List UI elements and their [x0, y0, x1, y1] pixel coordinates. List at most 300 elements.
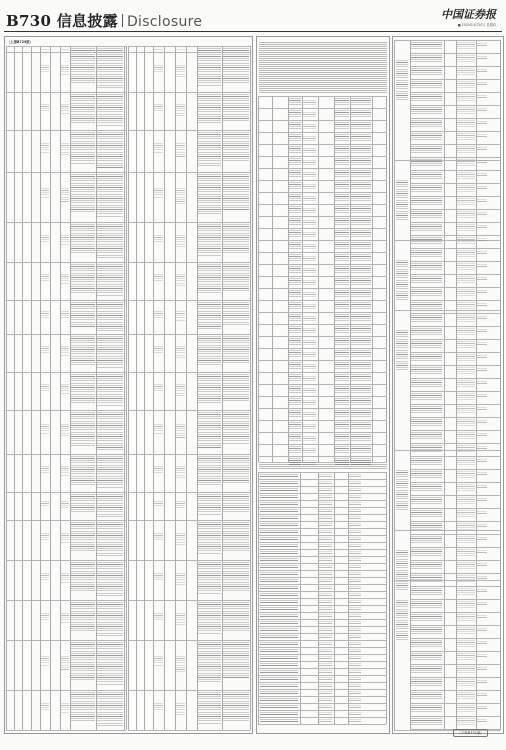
fine-print-block [71, 174, 95, 213]
fine-print-block [71, 336, 95, 365]
fine-print-block [477, 420, 487, 424]
fine-print-block [97, 692, 123, 726]
table-rule [128, 52, 250, 53]
table-rule [410, 612, 500, 613]
fine-print-block [335, 242, 349, 250]
fine-print-block [289, 398, 301, 406]
fine-print-block [319, 663, 332, 667]
fine-print-block [351, 122, 371, 131]
table-rule [410, 92, 500, 93]
fine-print-block [335, 194, 349, 202]
table-rule [500, 40, 501, 730]
fine-print-block [319, 509, 332, 513]
table-rule [6, 690, 126, 691]
fine-print-block [477, 524, 487, 528]
fine-print-block [260, 509, 298, 513]
fine-print-block [303, 292, 316, 297]
fine-print-block [411, 471, 442, 479]
fine-print-block [457, 432, 475, 439]
fine-print-block [97, 456, 123, 488]
fine-print-block [319, 495, 332, 499]
table-rule [258, 288, 386, 289]
table-rule [410, 716, 500, 717]
table-rule [258, 348, 386, 349]
paper-logo: 中国证券报 [441, 8, 496, 21]
fine-print-block [260, 628, 298, 632]
fine-print-block [41, 104, 49, 113]
fine-print-block [303, 160, 316, 165]
fine-print-block [411, 718, 442, 726]
fine-print-block [303, 184, 316, 189]
fine-print-block [335, 422, 349, 430]
table-rule [258, 486, 386, 487]
fine-print-block [411, 484, 442, 492]
fine-print-block [303, 448, 316, 453]
table-rule [410, 287, 500, 288]
fine-print-block [349, 558, 361, 562]
fine-print-block [457, 354, 475, 361]
fine-print-block [319, 544, 332, 548]
fine-print-block [457, 705, 475, 712]
table-rule [258, 689, 386, 690]
fine-print-block [303, 112, 316, 117]
fine-print-block [457, 211, 475, 218]
table-rule [258, 549, 386, 550]
fine-print-block [176, 346, 185, 358]
fine-print-block [303, 172, 316, 177]
fine-print-block [154, 188, 163, 200]
fine-print-block [477, 95, 487, 99]
fine-print-block [71, 692, 95, 723]
fine-print-block [97, 48, 123, 52]
fine-print-block [349, 684, 361, 688]
fine-print-block [351, 338, 371, 347]
fine-print-block [41, 49, 49, 50]
fine-print-block [335, 278, 349, 286]
fine-print-block [335, 266, 349, 274]
fine-print-block [260, 642, 298, 646]
fine-print-block [457, 627, 475, 634]
fine-print-block [41, 65, 49, 74]
fine-print-block [477, 238, 487, 242]
fine-print-block [349, 523, 361, 527]
fine-print-block [477, 342, 487, 346]
fine-print-block [477, 498, 487, 502]
fine-print-block [303, 412, 316, 417]
table-rule [258, 535, 386, 536]
fine-print-block [351, 266, 371, 275]
fine-print-block [61, 311, 69, 320]
fine-print-block [319, 593, 332, 597]
fine-print-block [477, 511, 487, 515]
fine-print-block [303, 364, 316, 369]
fine-print-block [457, 198, 475, 205]
fine-print-block [349, 642, 361, 646]
fine-print-block [349, 572, 361, 576]
table-rule [6, 52, 126, 53]
fine-print-block [61, 466, 69, 476]
fine-print-block [335, 410, 349, 418]
table-rule [258, 216, 386, 217]
fine-print-block [335, 350, 349, 358]
fine-print-block [260, 635, 298, 639]
page-code: B730 [6, 12, 52, 30]
fine-print-block [457, 328, 475, 335]
fine-print-block [97, 94, 123, 126]
fine-print-block [351, 398, 371, 407]
fine-print-block [477, 43, 487, 47]
fine-print-block [41, 188, 49, 200]
table-rule [410, 586, 500, 587]
fine-print-block [351, 302, 371, 311]
fine-print-block [319, 614, 332, 618]
fine-print-block [260, 565, 298, 569]
fine-print-block [319, 523, 332, 527]
table-rule [6, 560, 126, 561]
fine-print-block [260, 712, 298, 716]
fine-print-block [260, 572, 298, 576]
fine-print-block [260, 698, 298, 702]
fine-print-block [335, 206, 349, 214]
fine-print-block [289, 338, 301, 346]
table-rule [186, 46, 187, 730]
table-rule [410, 118, 500, 119]
fine-print-block [477, 329, 487, 333]
fine-print-block [457, 172, 475, 179]
fine-print-block [176, 573, 185, 586]
fine-print-block [411, 536, 442, 544]
fine-print-block [411, 68, 442, 76]
fine-print-block [457, 289, 475, 296]
fine-print-block [289, 110, 301, 118]
fine-print-block [223, 336, 249, 363]
fine-print-block [71, 94, 95, 123]
fine-print-block [319, 628, 332, 632]
fine-print-block [349, 600, 361, 604]
fine-print-block [477, 381, 487, 385]
fine-print-block [319, 565, 332, 569]
fine-print-block [411, 562, 442, 570]
table-rule [258, 108, 386, 109]
fine-print-block [223, 132, 249, 162]
table-rule [258, 507, 386, 508]
continued-to-label: （下转B731版） [453, 729, 488, 737]
fine-print-block [411, 445, 442, 453]
fine-print-block [303, 400, 316, 405]
fine-print-block [319, 607, 332, 611]
fine-print-block [41, 424, 49, 434]
fine-print-block [457, 653, 475, 660]
table-rule [22, 46, 23, 730]
fine-print-block [411, 250, 442, 258]
table-rule [128, 172, 250, 173]
fine-print-block [97, 602, 123, 636]
fine-print-block [319, 586, 332, 590]
fine-print-block [289, 182, 301, 190]
fine-print-block [349, 614, 361, 618]
fine-print-block [457, 445, 475, 452]
fine-print-block [457, 419, 475, 426]
fine-print-block [411, 406, 442, 414]
fine-print-block [154, 466, 163, 475]
fine-print-block [477, 82, 487, 86]
fine-print-block [97, 562, 123, 596]
fine-print-block [303, 304, 316, 309]
fine-print-block [223, 456, 249, 483]
table-rule [386, 96, 387, 462]
fine-print-block [223, 602, 249, 631]
fine-print-block [223, 412, 249, 444]
table-rule [258, 717, 386, 718]
fine-print-block [457, 94, 475, 101]
table-rule [410, 599, 500, 600]
fine-print-block [319, 488, 332, 492]
fine-print-block [176, 49, 185, 50]
fine-print-block [198, 302, 221, 329]
table-rule [394, 310, 500, 311]
fine-print-block [260, 544, 298, 548]
fine-print-block [477, 212, 487, 216]
fine-print-block [154, 703, 163, 712]
fine-print-block [154, 424, 163, 434]
fine-print-block [289, 254, 301, 262]
fine-print-block [319, 691, 332, 695]
fine-print-block [319, 705, 332, 709]
table-rule [410, 664, 500, 665]
fine-print-block [303, 100, 316, 105]
fine-print-block [319, 481, 332, 485]
table-rule [410, 638, 500, 639]
table-rule [386, 472, 387, 724]
table-rule [258, 542, 386, 543]
fine-print-block [349, 656, 361, 660]
fine-print-block [411, 224, 442, 232]
fine-print-block [97, 224, 123, 258]
table-rule [258, 626, 386, 627]
fine-print-block [335, 110, 349, 118]
table-rule [258, 180, 386, 181]
table-rule [258, 384, 386, 385]
fine-print-block [457, 341, 475, 348]
fine-print-block [351, 434, 371, 443]
fine-print-block [349, 530, 361, 534]
fine-print-block [319, 656, 332, 660]
fine-print-block [176, 143, 185, 156]
fine-print-block [198, 642, 221, 683]
table-rule [258, 584, 386, 585]
fine-print-block [477, 56, 487, 60]
fine-print-block [198, 692, 221, 724]
fine-print-block [289, 374, 301, 382]
table-rule [258, 444, 386, 445]
table-rule [410, 313, 500, 314]
fine-print-block [198, 132, 221, 166]
fine-print-block [477, 719, 487, 723]
fine-print-block [477, 368, 487, 372]
table-rule [6, 222, 126, 223]
fine-print-block [477, 394, 487, 398]
fine-print-block [457, 614, 475, 621]
fine-print-block [349, 712, 361, 716]
fine-print-block [260, 705, 298, 709]
fine-print-block [289, 410, 301, 418]
table-rule [258, 563, 386, 564]
fine-print-block [351, 206, 371, 215]
fine-print-block [411, 692, 442, 700]
table-rule [258, 408, 386, 409]
fine-print-block [349, 495, 361, 499]
fine-print-block [319, 600, 332, 604]
table-rule [410, 196, 500, 197]
fine-print-block [457, 224, 475, 231]
table-rule [258, 336, 386, 337]
fine-print-block [198, 522, 221, 554]
fine-print-block [396, 260, 408, 300]
table-rule [6, 130, 126, 131]
fine-print-block [223, 264, 249, 291]
table-rule [410, 495, 500, 496]
fine-print-block [349, 635, 361, 639]
fine-print-block [477, 173, 487, 177]
table-rule [258, 696, 386, 697]
fine-print-block [61, 188, 69, 202]
fine-print-block [97, 174, 123, 218]
fine-print-block [477, 667, 487, 671]
fine-print-block [349, 628, 361, 632]
fine-print-block [457, 536, 475, 543]
fine-print-block [411, 146, 442, 154]
table-rule [126, 46, 127, 730]
fine-print-block [411, 81, 442, 89]
fine-print-block [97, 642, 123, 686]
fine-print-block [351, 98, 371, 107]
fine-print-block [349, 509, 361, 513]
fine-print-block [477, 108, 487, 112]
table-rule [258, 324, 386, 325]
fine-print-block [71, 642, 95, 681]
table-rule [410, 469, 500, 470]
fine-print-block [223, 54, 249, 83]
fine-print-block [396, 60, 408, 100]
fine-print-block [71, 562, 95, 593]
fine-print-block [411, 211, 442, 219]
fine-print-block [477, 277, 487, 281]
fine-print-block [303, 136, 316, 141]
fine-print-block [335, 218, 349, 226]
table-rule [128, 640, 250, 641]
fine-print-block [176, 65, 185, 78]
table-rule [258, 514, 386, 515]
fine-print-block [154, 311, 163, 319]
table-rule [258, 204, 386, 205]
fine-print-block [319, 579, 332, 583]
table-rule [258, 120, 386, 121]
fine-print-block [351, 362, 371, 371]
fine-print-block [303, 220, 316, 225]
fine-print-block [457, 601, 475, 608]
fine-print-block [303, 436, 316, 441]
fine-print-block [349, 705, 361, 709]
fine-print-block [176, 533, 185, 546]
fine-print-block [351, 170, 371, 179]
fine-print-block [411, 523, 442, 531]
table-rule [258, 456, 386, 457]
fine-print-block [289, 230, 301, 238]
fine-print-block [457, 679, 475, 686]
table-rule [258, 570, 386, 571]
fine-print-block [41, 311, 49, 319]
fine-print-block [349, 537, 361, 541]
fine-print-block [411, 588, 442, 596]
fine-print-block [154, 65, 163, 74]
table-rule [410, 105, 500, 106]
table-rule [410, 183, 500, 184]
fine-print-block [259, 42, 387, 94]
fine-print-block [457, 692, 475, 699]
fine-print-block [289, 386, 301, 394]
fine-print-block [396, 180, 408, 220]
fine-print-block [477, 550, 487, 554]
table-rule [124, 46, 125, 730]
fine-print-block [176, 104, 185, 116]
fine-print-block [411, 510, 442, 518]
fine-print-block [477, 576, 487, 580]
fine-print-block [260, 677, 298, 681]
table-rule [258, 493, 386, 494]
fine-print-block [319, 537, 332, 541]
table-rule [410, 274, 500, 275]
fine-print-block [335, 230, 349, 238]
table-rule [128, 334, 250, 335]
fine-print-block [289, 314, 301, 322]
fine-print-block [61, 613, 69, 624]
table-rule [258, 605, 386, 606]
fine-print-block [289, 122, 301, 130]
table-rule [14, 46, 15, 730]
table-rule [410, 261, 500, 262]
fine-print-block [457, 42, 475, 49]
fine-print-block [61, 424, 69, 436]
fine-print-block [303, 196, 316, 201]
fine-print-block [61, 384, 69, 394]
table-rule [258, 372, 386, 373]
fine-print-block [349, 586, 361, 590]
table-rule [258, 240, 386, 241]
continued-from-label: （上接B729版） [7, 40, 33, 44]
fine-print-block [349, 544, 361, 548]
fine-print-block [351, 182, 371, 191]
table-rule [6, 262, 126, 263]
fine-print-block [351, 278, 371, 287]
table-rule [164, 46, 165, 730]
fine-print-block [335, 254, 349, 262]
fine-print-block [61, 346, 69, 356]
fine-print-block [41, 143, 49, 153]
fine-print-block [477, 628, 487, 632]
fine-print-block [198, 48, 221, 52]
fine-print-block [289, 158, 301, 166]
table-rule [128, 454, 250, 455]
table-rule [410, 170, 500, 171]
fine-print-block [319, 670, 332, 674]
fine-print-block [319, 551, 332, 555]
fine-print-block [71, 264, 95, 293]
table-rule [410, 53, 500, 54]
table-rule [258, 264, 386, 265]
fine-print-block [260, 530, 298, 534]
table-rule [410, 508, 500, 509]
table-rule [410, 573, 500, 574]
